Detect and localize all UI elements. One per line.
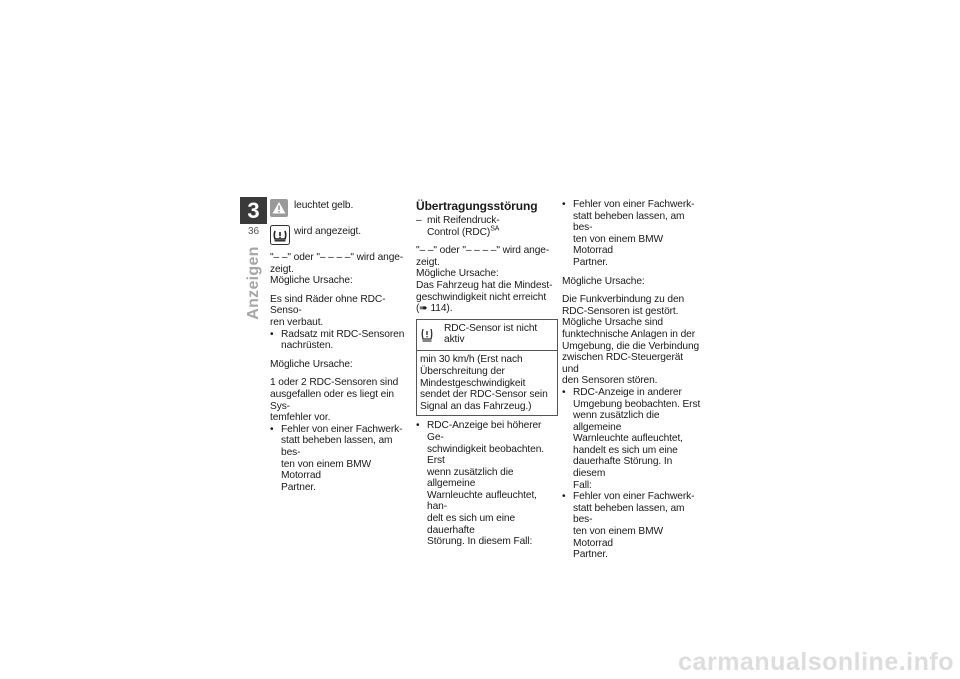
table-row: RDC-Sensor ist nicht aktiv [417, 320, 557, 352]
warning-light-text: leuchtet gelb. [294, 200, 354, 211]
list-item: • Radsatz mit RDC-Sensoren nachrüsten. [270, 329, 410, 352]
bullet-list [562, 199, 702, 269]
page-number: 36 [247, 226, 260, 237]
list-item: • Fehler von einer Fachwerk- statt beheben lassen, am bes- ten von einem BMW Motorrad Partner. [562, 199, 702, 269]
cause-label: Mögliche Ursache: [270, 275, 353, 287]
display-notice: "– –" oder "– – – –" wird ange- zeigt. [416, 245, 550, 268]
bullet-list [416, 420, 556, 548]
rdc-sensor-icon [420, 323, 436, 347]
rdc-info-table [416, 319, 558, 417]
section-label: Anzeigen [245, 246, 262, 320]
tire-pressure-text: wird angezeigt. [294, 226, 362, 237]
cause-text: Die Funkverbindung zu den RDC-Sensoren ist gestört. Mögliche Ursache sind funktechnische Anlagen in der Umgebung, die die Verbindung zwischen RDC-Steuergerät und den Sensoren stören. [562, 294, 700, 387]
warning-triangle-icon [270, 199, 288, 217]
column-2 [416, 199, 556, 548]
tire-pressure-icon [270, 225, 288, 243]
cause-text: Das Fahrzeug hat die Mindest- geschwindigkeit nicht erreicht (➠ 114). [416, 279, 553, 315]
section-heading: Übertragungsstörung [416, 199, 538, 213]
list-item: • RDC-Anzeige in anderer Umgebung beobachten. Erst wenn zusätzlich die allgemeine Warnleuchte aufleuchtet, handelt es sich um eine dauerhafte Störung. In diesem Fall: [562, 387, 702, 491]
column-3 [562, 199, 702, 561]
table-row: min 30 km/h (Erst nach Überschreitung der Mindestgeschwindigkeit sendet der RDC-Sensor sein Signal an das Fahrzeug.) [420, 354, 548, 412]
cause-text: Es sind Räder ohne RDC-Senso- ren verbaut. [270, 293, 386, 328]
list-item: • Fehler von einer Fachwerk- statt beheben lassen, am bes- ten von einem BMW Motorrad Partner. [562, 491, 702, 561]
cause-text: 1 oder 2 RDC-Sensoren sind ausgefallen oder es liegt ein Sys- temfehler vor. [270, 377, 399, 424]
bullet-list [270, 424, 410, 494]
list-item: • RDC-Anzeige bei höherer Ge- schwindigkeit beobachten. Erst wenn zusätzlich die allgemeine Warnleuchte aufleuchtet, han- delt es sich um eine dauerhafte Störung. In diesem Fall: [416, 420, 556, 548]
watermark: carmanualsonline.info [678, 648, 954, 676]
cause-label: Mögliche Ursache: [270, 358, 353, 370]
bullet-list [270, 329, 410, 352]
cause-label: Mögliche Ursache: [562, 275, 645, 287]
equipment-note: – mit Reifendruck- Control (RDC)$^{SA}$ [416, 215, 500, 238]
bullet-list [562, 387, 702, 561]
column-1 [270, 252, 410, 493]
chapter-number: 3 [240, 197, 267, 224]
cause-label: Mögliche Ursache: [416, 268, 499, 280]
list-item: • Fehler von einer Fachwerk- statt beheben lassen, am bes- ten von einem BMW Motorrad Partner. [270, 424, 410, 494]
display-notice: "– –" oder "– – – –" wird ange- zeigt. [270, 252, 404, 275]
